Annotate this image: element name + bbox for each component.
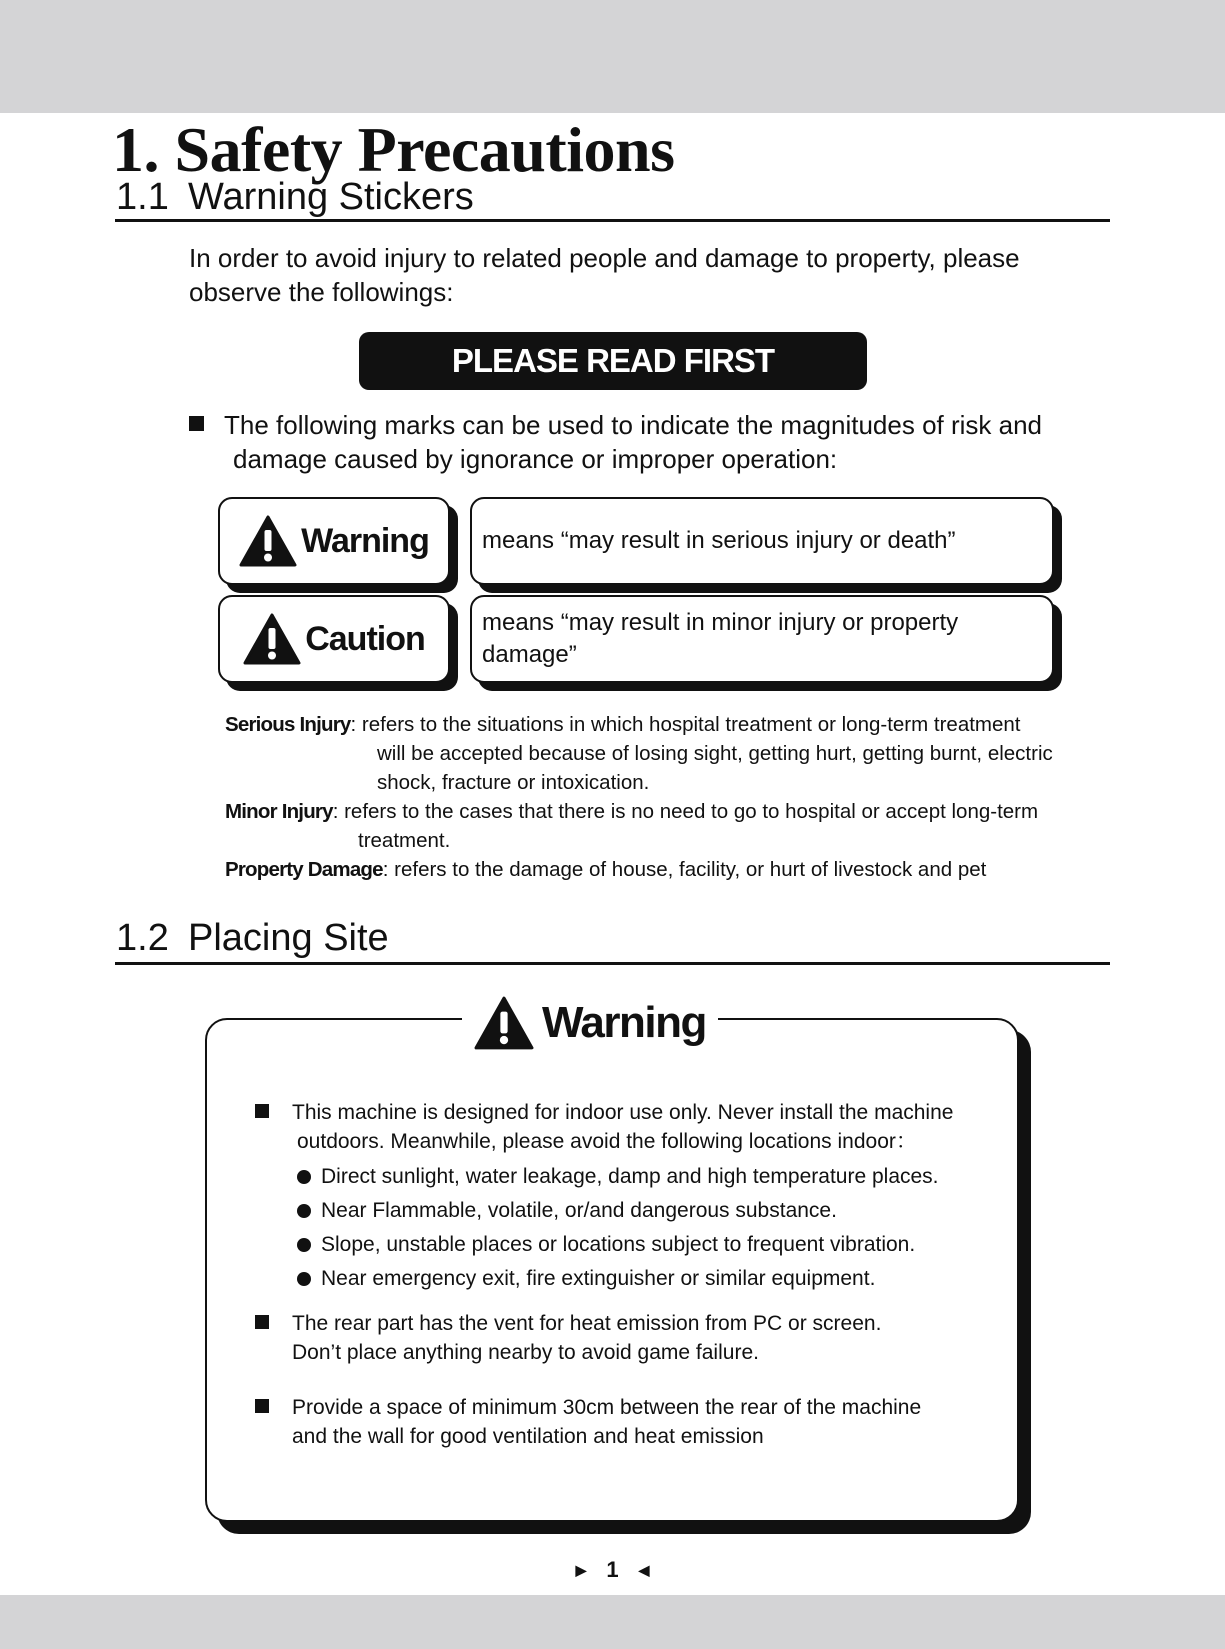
warning-mark-label: Warning (218, 497, 450, 585)
definition-property-damage: Property Damage: refers to the damage of house, facility, or hurt of livestock and pet (225, 858, 987, 881)
left-arrow-icon: ◀ (638, 1562, 650, 1578)
intro-paragraph: In order to avoid injury to related people and damage to property, please observe the followings: (189, 243, 1020, 307)
section-title: Placing Site (188, 917, 389, 959)
warning-box-title: Warning (462, 993, 718, 1053)
definition-serious-injury: Serious Injury: refers to the situations in which hospital treatment or long-term treatment (225, 713, 1021, 736)
section-heading-warning-stickers (116, 178, 474, 216)
list-item: The rear part has the vent for heat emission from PC or screen. Don’t place anything nearby to avoid game failure. (255, 1309, 1035, 1367)
section-number: 1.2 (116, 917, 169, 959)
definition-minor-injury: Minor Injury: refers to the cases that there is no need to go to hospital or accept long-term (225, 800, 1039, 823)
list-item: Near emergency exit, fire extinguisher or similar equipment. (297, 1264, 875, 1293)
manual-page (0, 113, 1225, 1595)
square-bullet-icon (255, 1315, 269, 1329)
injury-definitions: Serious Injury: refers to the situations in which hospital treatment or long-term treatment will be accepted because of losing sight, getting hurt, getting burnt, electric shock, fracture or intoxication. Minor Injury: refers to the cases that there is no need to go to hospital or accept long-term treatment. Property Damage: refers to the damage of house, facility, or hurt of livestock and pet (225, 710, 1135, 884)
page-footer (0, 1557, 1225, 1583)
section-heading-placing-site (116, 919, 389, 957)
list-item: Direct sunlight, water leakage, damp and high temperature places. (297, 1162, 939, 1191)
page-number: 1 (606, 1557, 619, 1582)
warning-triangle-icon (243, 613, 301, 665)
square-bullet-icon (255, 1104, 269, 1118)
bullet-dot-icon (297, 1272, 311, 1286)
page-title: 1. Safety Precautions (112, 114, 675, 185)
bullet-dot-icon (297, 1238, 311, 1252)
section-divider (115, 962, 1110, 965)
please-read-first-banner: PLEASE READ FIRST (359, 332, 867, 390)
list-item: Slope, unstable places or locations subject to frequent vibration. (297, 1230, 915, 1259)
square-bullet-icon (255, 1399, 269, 1413)
section-divider (115, 219, 1110, 222)
warning-triangle-icon (474, 996, 534, 1050)
bullet-dot-icon (297, 1204, 311, 1218)
marks-explanation: The following marks can be used to indicate the magnitudes of risk and damage caused by ignorance or improper operation: (189, 408, 1129, 476)
warning-triangle-icon (239, 515, 297, 567)
section-number: 1.1 (116, 176, 169, 218)
caution-mark-description: means “may result in minor injury or property damage” (470, 595, 1054, 683)
caution-mark-label: Caution (218, 595, 450, 683)
list-item: This machine is designed for indoor use only. Never install the machine outdoors. Meanwhile, please avoid the following locations indoor： (255, 1098, 1035, 1156)
square-bullet-icon (189, 416, 204, 431)
list-item: Provide a space of minimum 30cm between the rear of the machine and the wall for good ventilation and heat emission (255, 1393, 1035, 1451)
bullet-dot-icon (297, 1170, 311, 1184)
right-arrow-icon: ▶ (575, 1562, 587, 1578)
section-title: Warning Stickers (188, 176, 474, 218)
warning-mark-description: means “may result in serious injury or death” (470, 497, 1054, 585)
list-item: Near Flammable, volatile, or/and dangerous substance. (297, 1196, 837, 1225)
